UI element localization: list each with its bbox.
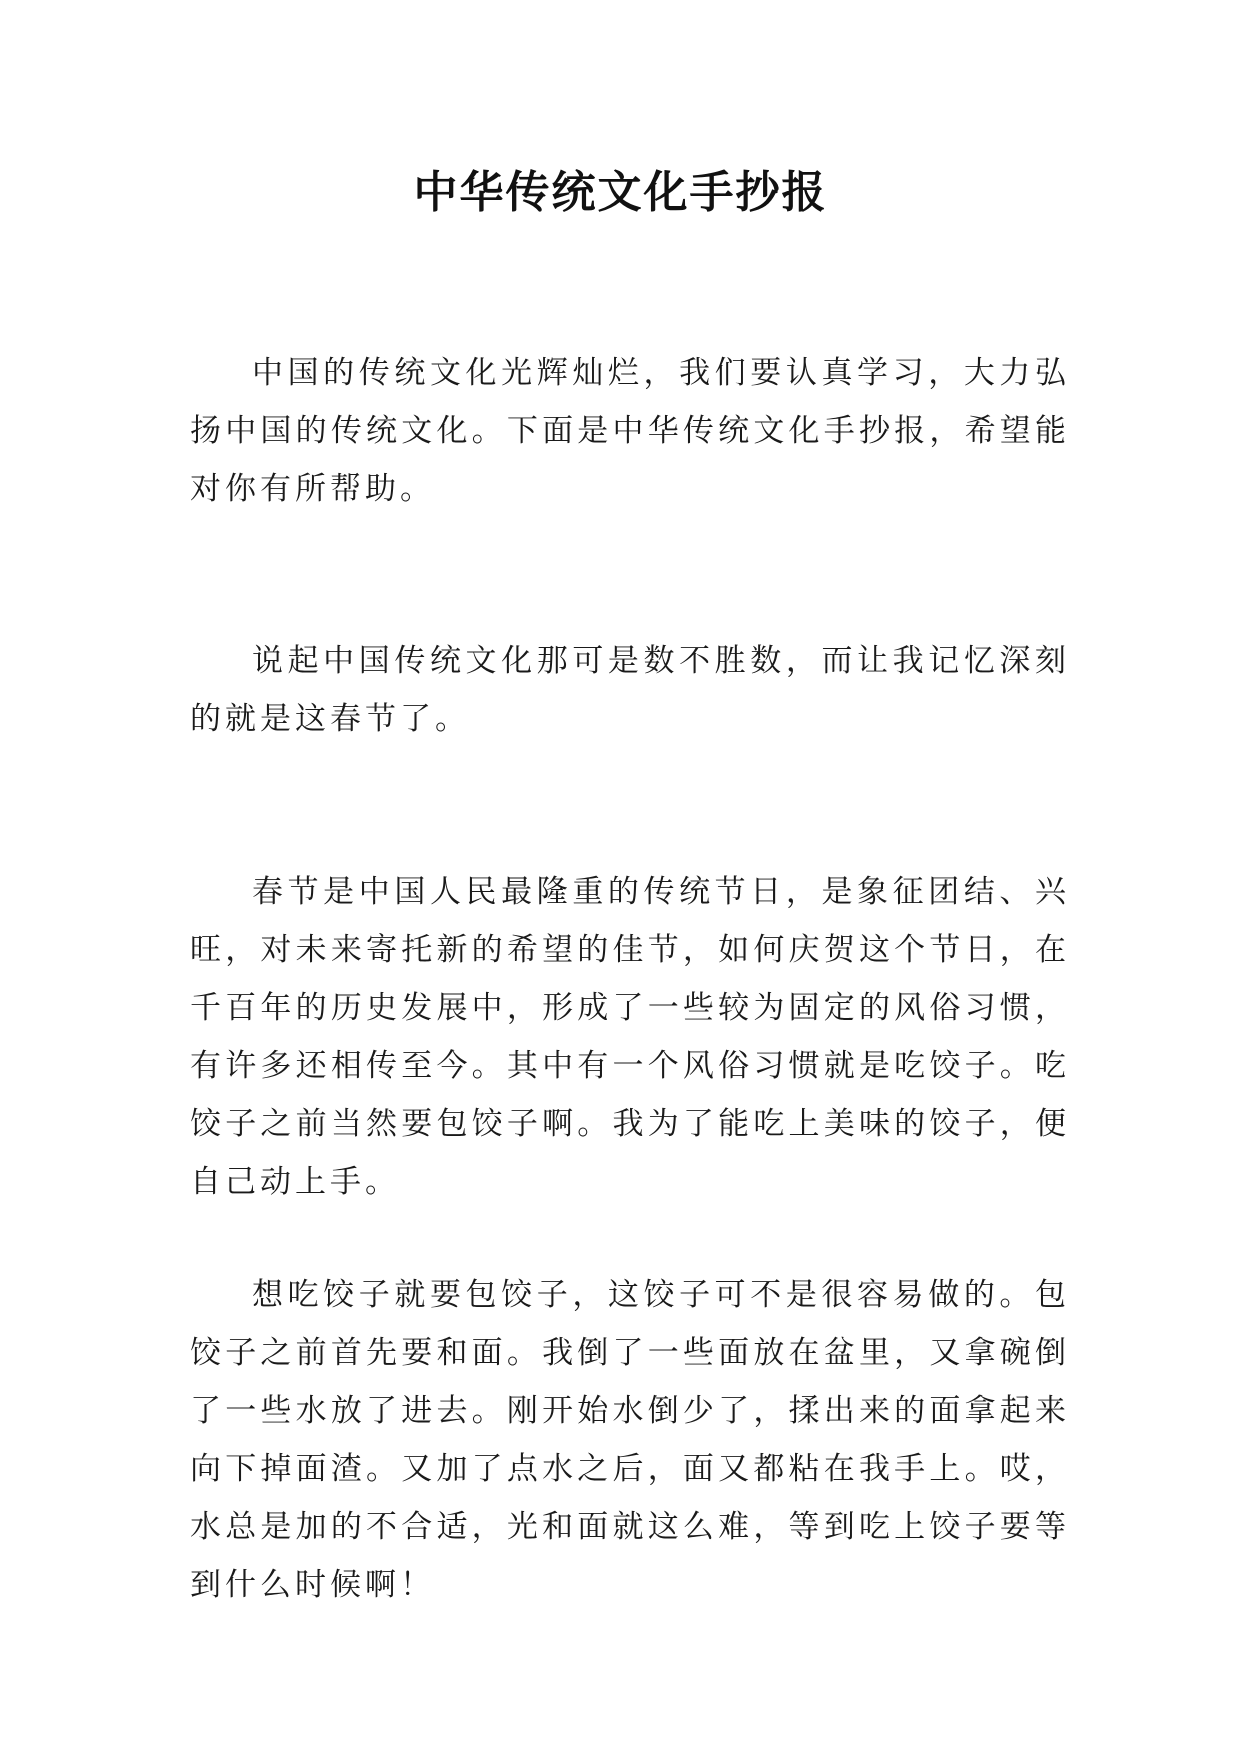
- paragraph-spring-festival-customs: 春节是中国人民最隆重的传统节日，是象征团结、兴旺，对未来寄托新的希望的佳节，如何庆贺这个节日，在千百年的历史发展中，形成了一些较为固定的风俗习惯，有许多还相传至今。其中有一个风俗习惯就是吃饺子。吃饺子之前当然要包饺子啊。我为了能吃上美味的饺子，便自己动上手。: [190, 874, 1070, 1200]
- page-title: 中华传统文化手抄报: [413, 167, 828, 219]
- paragraph-intro: 中国的传统文化光辉灿烂，我们要认真学习，大力弘扬中国的传统文化。下面是中华传统文化手抄报，希望能对你有所帮助。: [190, 355, 1070, 507]
- paragraph-spring-festival-memory: 说起中国传统文化那可是数不胜数，而让我记忆深刻的就是这春节了。: [190, 643, 1070, 737]
- paragraph-making-dumplings: 想吃饺子就要包饺子，这饺子可不是很容易做的。包饺子之前首先要和面。我倒了一些面放在盆里，又拿碗倒了一些水放了进去。刚开始水倒少了，揉出来的面拿起来向下掉面渣。又加了点水之后，面又都粘在我手上。哎，水总是加的不合适，光和面就这么难，等到吃上饺子要等到什么时候啊！: [190, 1277, 1070, 1603]
